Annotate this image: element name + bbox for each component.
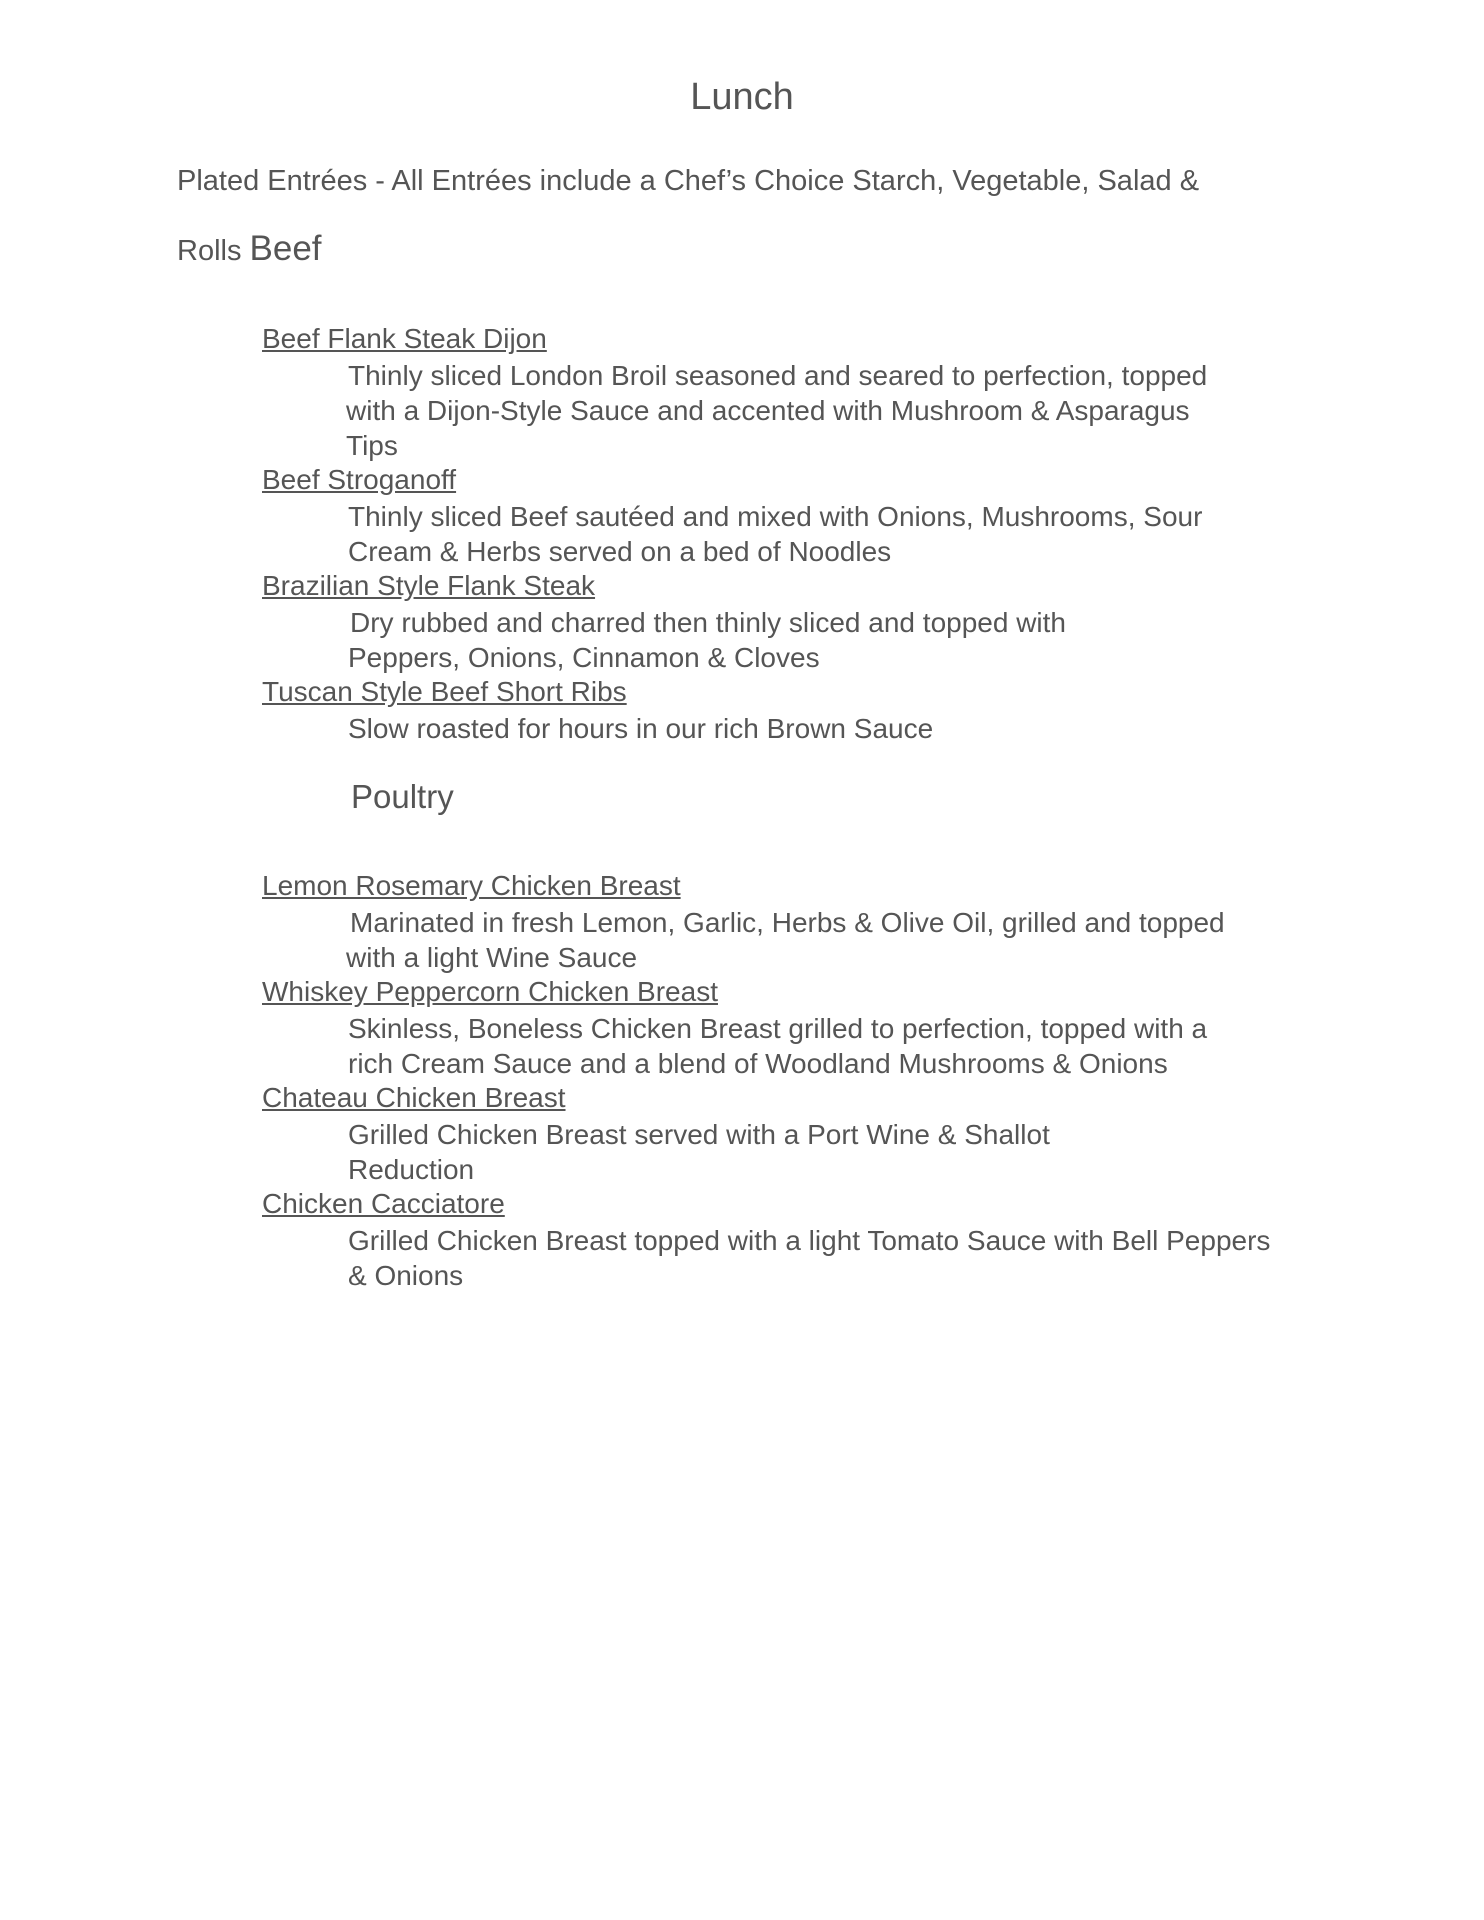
section-heading-beef: Beef: [249, 229, 322, 268]
description-line: & Onions: [348, 1260, 464, 1291]
menu-item-description: [348, 605, 1066, 675]
menu-item-description: [348, 1117, 1050, 1187]
description-line: Cream & Herbs served on a bed of Noodles: [348, 536, 892, 567]
description-line: Dry rubbed and charred then thinly sliced and topped with: [350, 607, 1066, 638]
menu-item-description: [348, 358, 1207, 463]
menu-item-name: Beef Stroganoff: [262, 464, 457, 495]
description-line: Reduction: [348, 1154, 475, 1185]
section-heading-poultry: Poultry: [351, 778, 454, 815]
description-line: Thinly sliced London Broil seasoned and seared to perfection, topped: [348, 360, 1208, 391]
intro-text-rolls: Rolls: [177, 235, 242, 267]
menu-item-description: [348, 499, 1202, 569]
description-line: Slow roasted for hours in our rich Brown Sauce: [348, 713, 934, 744]
description-line: Thinly sliced Beef sautéed and mixed with Onions, Mushrooms, Sour: [348, 501, 1203, 532]
description-line: with a light Wine Sauce: [346, 942, 638, 973]
description-line: Peppers, Onions, Cinnamon & Cloves: [348, 642, 820, 673]
page-title: Lunch: [690, 76, 794, 118]
description-line: Marinated in fresh Lemon, Garlic, Herbs & Olive Oil, grilled and topped: [350, 907, 1225, 938]
intro-text: Plated Entrées - All Entrées include a Chef’s Choice Starch, Vegetable, Salad &: [177, 165, 1200, 197]
intro-text-continued: [177, 226, 322, 274]
menu-item-name: Whiskey Peppercorn Chicken Breast: [262, 976, 718, 1007]
menu-item-name: Tuscan Style Beef Short Ribs: [262, 676, 627, 707]
description-line: rich Cream Sauce and a blend of Woodland Mushrooms & Onions: [348, 1048, 1168, 1079]
menu-item-description: [348, 905, 1225, 975]
description-line: with a Dijon-Style Sauce and accented with Mushroom & Asparagus: [346, 395, 1190, 426]
menu-item-name: Chateau Chicken Breast: [262, 1082, 566, 1113]
menu-item-description: [348, 1223, 1270, 1293]
menu-item-description: [348, 711, 933, 746]
menu-item-name: Lemon Rosemary Chicken Breast: [262, 870, 681, 901]
description-line: Grilled Chicken Breast topped with a light Tomato Sauce with Bell Peppers: [348, 1225, 1271, 1256]
description-line: Grilled Chicken Breast served with a Port Wine & Shallot: [348, 1119, 1050, 1150]
menu-item-name: Chicken Cacciatore: [262, 1188, 505, 1219]
menu-item-name: Beef Flank Steak Dijon: [262, 323, 547, 354]
menu-item-description: [348, 1011, 1207, 1081]
description-line: Tips: [346, 430, 398, 461]
menu-item-name: Brazilian Style Flank Steak: [262, 570, 596, 601]
description-line: Skinless, Boneless Chicken Breast grilled to perfection, topped with a: [348, 1013, 1208, 1044]
